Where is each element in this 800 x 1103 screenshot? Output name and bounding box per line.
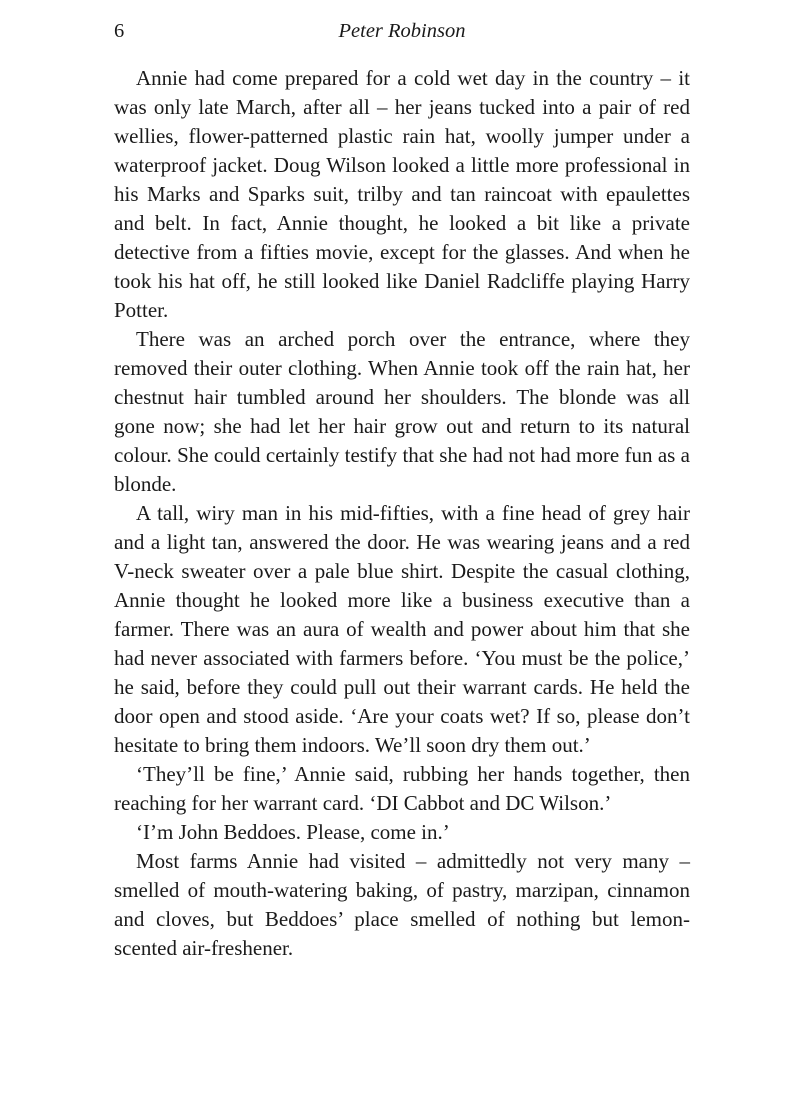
body-text [114, 64, 690, 963]
running-head [114, 16, 690, 46]
paragraph: A tall, wiry man in his mid-fifties, with a fine head of grey hair and a light tan, answered the door. He was wearing jeans and a red V-neck sweater over a pale blue shirt. Despite the casual clothing, Annie thought he looked more like a business executive than a farmer. There was an aura of wealth and power about him that she had never associated with farmers before. ‘You must be the police,’ he said, before they could pull out their warrant cards. He held the door open and stood aside. ‘Are your coats wet? If so, please don’t hesitate to bring them indoors. We’ll soon dry them out.’ [114, 501, 690, 757]
running-head-author: Peter Robinson [338, 20, 466, 42]
paragraph: ‘I’m John Beddoes. Please, come in.’ [136, 820, 450, 844]
paragraph: Most farms Annie had visited – admittedly not very many – smelled of mouth-watering baking, of pastry, marzipan, cinnamon and cloves, but Beddoes’ place smelled of nothing but lemon-scented air-freshener. [114, 849, 690, 960]
paragraph: There was an arched porch over the entrance, where they removed their outer clothing. When Annie took off the rain hat, her chestnut hair tumbled around her shoulders. The blonde was all gone now; she had let her hair grow out and return to its natural colour. She could certainly testify that she had not had more fun as a blonde. [114, 327, 690, 496]
paragraph: ‘They’ll be fine,’ Annie said, rubbing her hands together, then reaching for her warrant card. ‘DI Cabbot and DC Wilson.’ [114, 762, 690, 815]
paragraph: Annie had come prepared for a cold wet day in the country – it was only late March, after all – her jeans tucked into a pair of red wellies, flower-patterned plastic rain hat, woolly jumper under a waterproof jacket. Doug Wilson looked a little more professional in his Marks and Sparks suit, trilby and tan raincoat with epaulettes and belt. In fact, Annie thought, he looked a bit like a private detective from a fifties movie, except for the glasses. And when he took his hat off, he still looked like Daniel Radcliffe playing Harry Potter. [114, 66, 690, 322]
page-number: 6 [114, 20, 125, 42]
book-page [114, 16, 690, 963]
